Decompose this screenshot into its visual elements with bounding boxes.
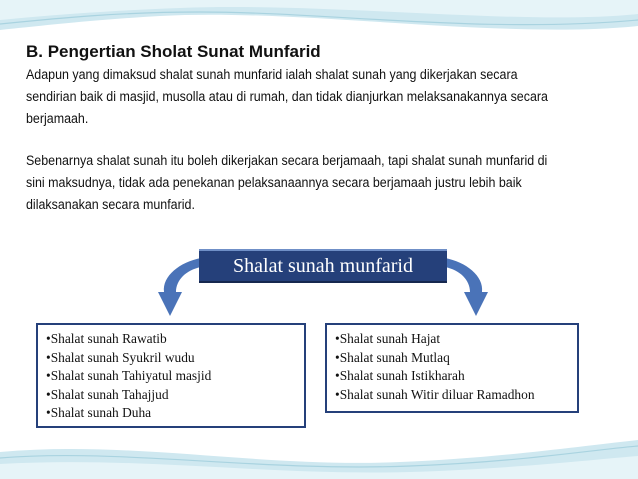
right-curved-arrow-icon (445, 258, 488, 316)
right-list-item: •Shalat sunah Istikharah (335, 368, 465, 383)
right-list-item: •Shalat sunah Hajat (335, 331, 441, 346)
left-list-item: •Shalat sunah Duha (46, 405, 152, 420)
section-heading: B. Pengertian Sholat Sunat Munfarid (26, 42, 321, 61)
right-list-item: •Shalat sunah Witir diluar Ramadhon (335, 386, 535, 402)
definition-paragraph: Adapun yang dimaksud shalat sunah munfarid ialah shalat sunah yang dikerjakan secara sendirian baik di masjid, musolla atau di rumah, dan tidak dianjurkan melaksanakannya secara berjamaah. (26, 67, 548, 126)
left-list-item: •Shalat sunah Tahiyatul masjid (46, 368, 212, 383)
explanation-paragraph: Sebenarnya shalat sunah itu boleh dikerjakan secara berjamaah, tapi shalat sunah munfarid di sini maksudnya, tidak ada penekanan pelaksanaannya secara berjamaah justru lebih baik dilaksanakan secara munfarid. (26, 153, 548, 212)
left-list-item: •Shalat sunah Syukril wudu (46, 349, 195, 365)
left-list-item: •Shalat sunah Rawatib (46, 331, 167, 346)
right-list-item: •Shalat sunah Mutlaq (335, 349, 450, 365)
left-curved-arrow-icon (158, 258, 201, 316)
left-list-box (36, 323, 306, 428)
left-list-item: •Shalat sunah Tahajjud (46, 386, 169, 402)
center-topic-box: Shalat sunah munfarid (199, 249, 447, 283)
right-list-box (325, 323, 579, 413)
